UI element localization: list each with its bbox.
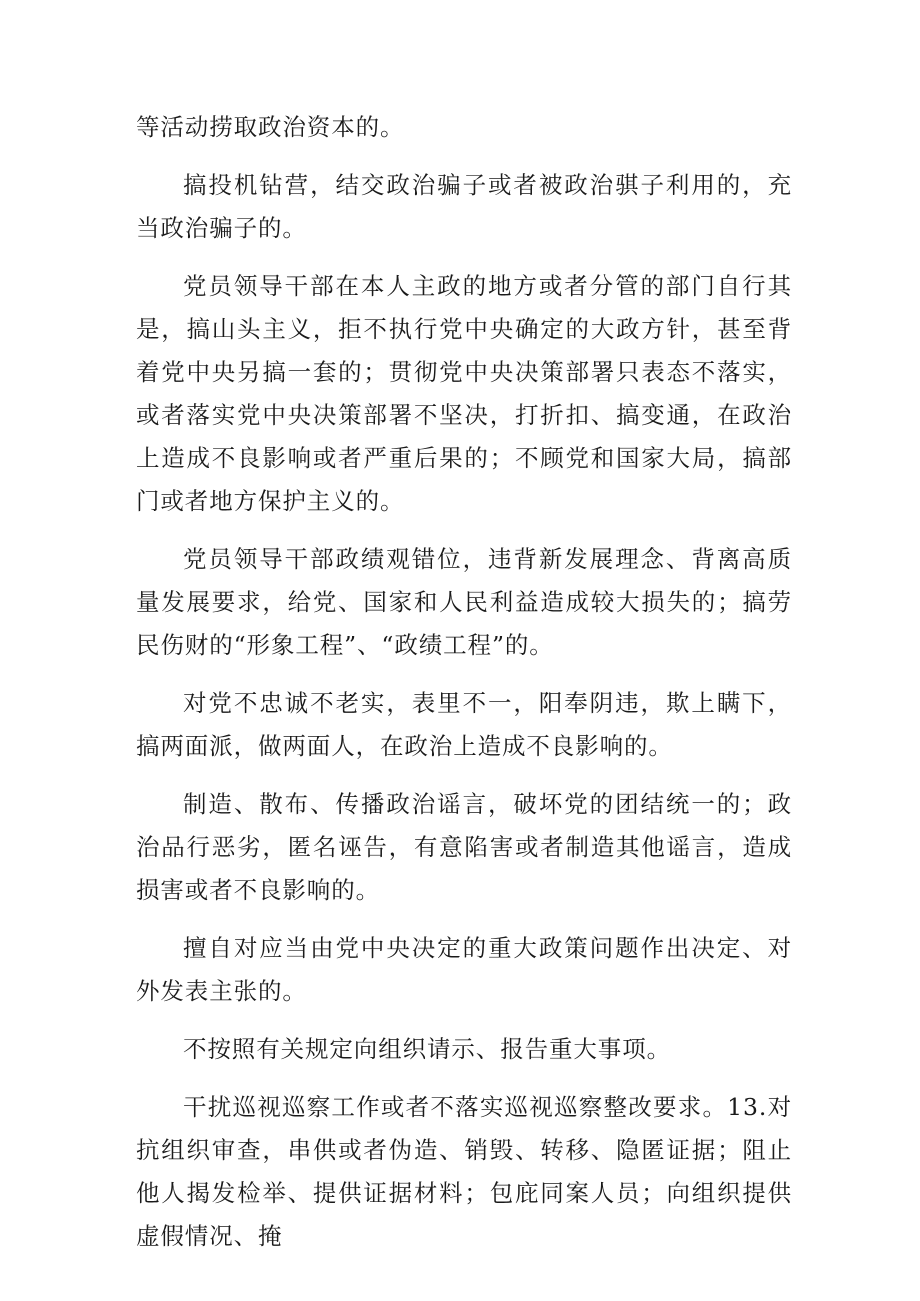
document-body bbox=[136, 106, 792, 1258]
paragraph-5: 对党不忠诚不老实，表里不一，阳奉阴违，欺上瞒下，搞两面派，做两面人，在政治上造成不良影响的。 bbox=[136, 689, 792, 760]
paragraph-7: 擅自对应当由党中央决定的重大政策问题作出决定、对外发表主张的。 bbox=[136, 934, 792, 1005]
paragraph-4: 党员领导干部政绩观错位，违背新发展理念、背离高质量发展要求，给党、国家和人民利益造成较大损失的；搞劳民伤财的“形象工程”、“政绩工程”的。 bbox=[136, 545, 792, 659]
paragraph-6: 制造、散布、传播政治谣言，破坏党的团结统一的；政治品行恶劣，匿名诬告，有意陷害或者制造其他谣言，造成损害或者不良影响的。 bbox=[136, 790, 792, 904]
paragraph-2: 搞投机钻营，结交政治骗子或者被政治骐子利用的，充当政治骗子的。 bbox=[136, 171, 792, 242]
paragraph-1: 等活动捞取政治资本的。 bbox=[136, 113, 405, 141]
paragraph-9: 干扰巡视巡察工作或者不落实巡视巡察整改要求。13.对抗组织审查，串供或者伪造、销毁、转移、隐匿证据；阻止他人揭发检举、提供证据材料；包庇同案人员；向组织提供虚假情况、掩 bbox=[136, 1093, 792, 1250]
paragraph-3: 党员领导干部在本人主政的地方或者分管的部门自行其是，搞山头主义，拒不执行党中央确定的大政方针，甚至背着党中央另搞一套的；贯彻党中央决策部署只表态不落实，或者落实党中央决策部署不坚决，打折扣、搞变通，在政治上造成不良影响或者严重后果的；不顾党和国家大局，搞部门或者地方保护主义的。 bbox=[136, 272, 792, 515]
paragraph-8: 不按照有关规定向组织请示、报告重大事项。 bbox=[183, 1035, 671, 1063]
